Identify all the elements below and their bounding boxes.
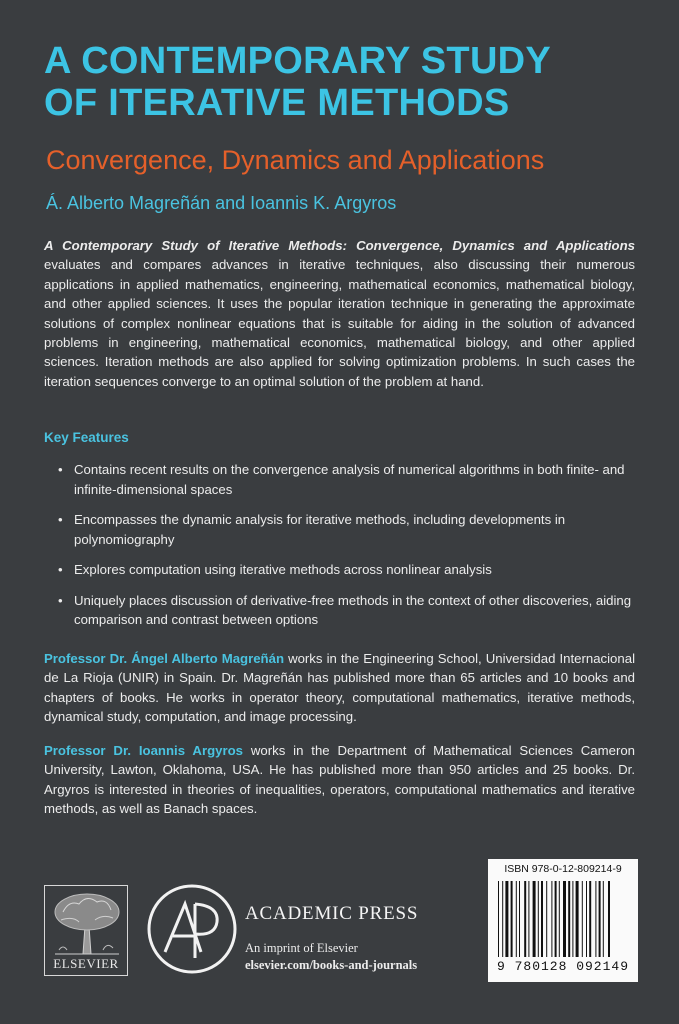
barcode-bar: [563, 881, 566, 957]
author-bio-magrenan: [44, 649, 635, 727]
barcode-bar: [498, 881, 499, 957]
barcode-bar: [528, 881, 529, 957]
isbn-label: ISBN 978-0-12-809214-9: [504, 863, 622, 875]
publisher-imprint: [245, 940, 417, 974]
feature-item: • Contains recent results on the convergence analysis of numerical algorithms in both finite- and infinite-dimensional spaces: [58, 462, 625, 497]
barcode-bar: [538, 881, 539, 957]
barcode-bar: [582, 881, 583, 957]
barcode-bar: [502, 881, 503, 957]
key-features-list: [58, 460, 638, 641]
book-authors: Á. Alberto Magreñán and Ioannis K. Argyros: [46, 193, 397, 213]
feature-item: • Uniquely places discussion of derivative-free methods in the context of other discoveries, aiding comparison and contrast between options: [58, 592, 632, 627]
barcode-bar: [608, 881, 610, 957]
key-features-heading: Key Features: [44, 430, 129, 445]
barcode-bar: [586, 881, 587, 957]
publisher-url[interactable]: elsevier.com/books-and-journals: [245, 958, 418, 972]
elsevier-tree-icon: [49, 890, 122, 956]
bullet-icon: •: [58, 512, 63, 527]
feature-item: • Explores computation using iterative methods across nonlinear analysis: [58, 560, 638, 580]
publisher-name: ACADEMIC PRESS: [245, 903, 419, 924]
isbn-barcode: [488, 859, 638, 982]
bullet-icon: •: [58, 462, 63, 477]
elsevier-logo: [44, 885, 128, 976]
bullet-icon: •: [58, 592, 63, 608]
barcode-bar: [516, 881, 517, 957]
barcode-bar: [555, 881, 557, 957]
intro-paragraph: [44, 236, 635, 391]
barcode-bar: [533, 881, 536, 957]
barcode-bar: [524, 881, 526, 957]
barcode-bar: [595, 881, 596, 957]
book-subtitle: Convergence, Dynamics and Applications: [46, 145, 545, 175]
barcode-bar: [576, 881, 579, 957]
bio-text: works in the Engineering School, Universidad Internacional de La Rioja (UNIR) in Spain. Dr. Magreñán has published more than 65 articles and 10 books and chapters of books. He works in operator theory, computational mathematics, iterative methods, dynamical study, computation, and image processing.: [44, 651, 635, 725]
barcode-bar: [589, 881, 591, 957]
bio-name: Professor Dr. Ángel Alberto Magreñán: [44, 651, 284, 666]
author-bio-argyros: [44, 741, 635, 819]
bullet-icon: •: [58, 562, 63, 577]
barcode-bar: [546, 881, 547, 957]
elsevier-label: ELSEVIER: [53, 956, 119, 971]
bio-text: works in the Department of Mathematical Sciences Cameron University, Lawton, Oklahoma, USA. He has published more than 950 articles and 25 books. Dr. Argyros is interested in theories of inequalities, operators, computational mathematics and iterative methods, as well as Banach spaces.: [44, 743, 636, 817]
barcode-bar: [541, 881, 543, 957]
imprint-text: An imprint of Elsevier: [245, 941, 358, 955]
barcode-bar: [505, 881, 508, 957]
title-line-2: OF ITERATIVE METHODS: [44, 82, 510, 124]
barcode-icon: [496, 881, 630, 959]
intro-italic-title: A Contemporary Study of Iterative Methods: Convergence, Dynamics and Applications: [44, 238, 635, 253]
feature-item: • Encompasses the dynamic analysis for iterative methods, including developments in polynomiography: [58, 512, 566, 547]
barcode-bar: [511, 881, 513, 957]
barcode-bar: [551, 881, 552, 957]
book-title: [44, 40, 644, 124]
barcode-bar: [572, 881, 573, 957]
barcode-bar: [603, 881, 604, 957]
intro-text: evaluates and compares advances in iterative techniques, also discussing their numerous applications in applied mathematics, engineering, mathematical economics, mathematical biology, and other applied sciences. It uses the popular iteration technique in generating the approximate solutions of complex nonlinear equations that is suitable for aiding in the solution of advanced problems in engineering, mathematical economics, mathematical biology, and other applied sciences. Iteration methods are also applied for solving optimization problems. In such cases the iteration sequences converge to an optimal solution of the problem at hand.: [44, 257, 635, 389]
barcode-bar: [599, 881, 601, 957]
barcode-bar: [559, 881, 560, 957]
title-line-1: A CONTEMPORARY STUDY: [44, 40, 552, 82]
barcode-digits: 9 780128 092149: [496, 959, 630, 974]
barcode-bar: [519, 881, 520, 957]
barcode-bar: [568, 881, 570, 957]
academic-press-logo-icon: [145, 882, 239, 976]
bio-name: Professor Dr. Ioannis Argyros: [44, 743, 243, 758]
